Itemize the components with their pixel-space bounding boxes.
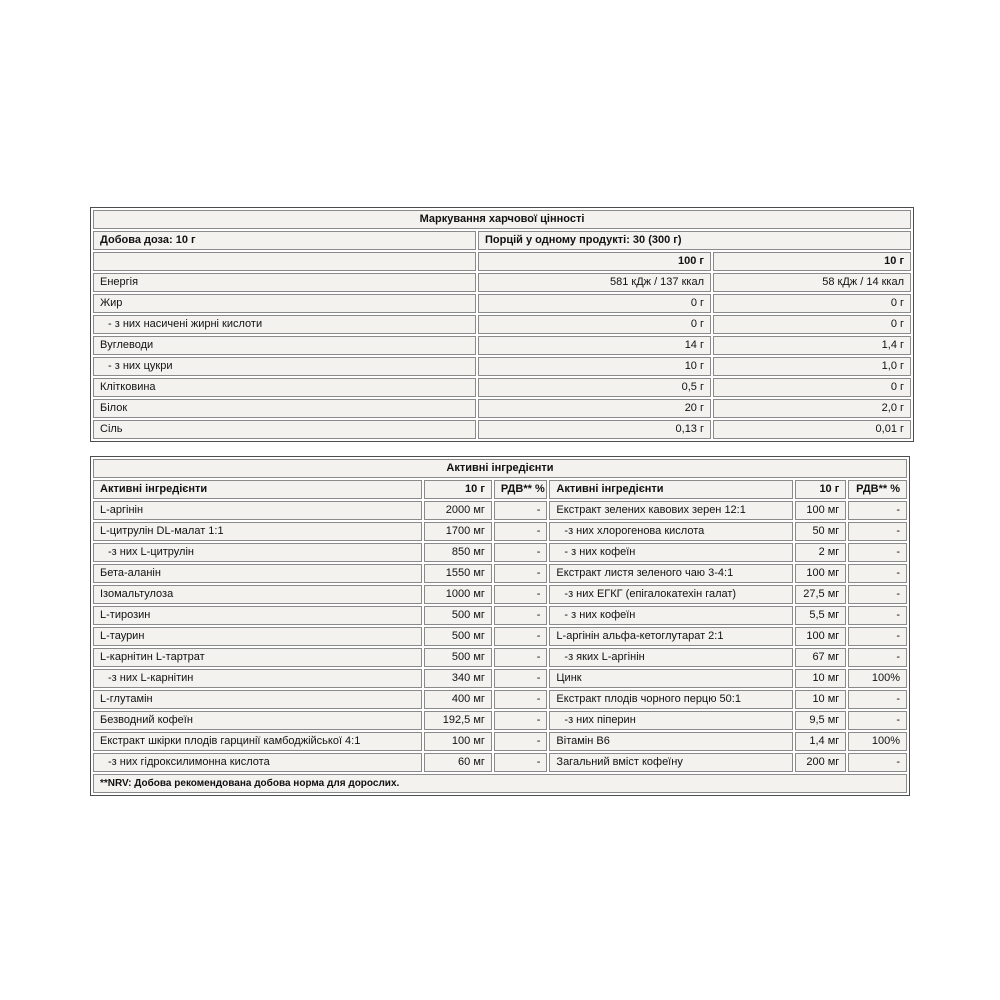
ingredient-row xyxy=(93,627,907,646)
ingredient-name: Цинк xyxy=(549,669,792,688)
ingredient-amount: 50 мг xyxy=(795,522,847,541)
ingredient-name: L-аргінін xyxy=(93,501,422,520)
active-ingredients-table xyxy=(90,456,910,796)
ingredients-col-header-amount-left: 10 г xyxy=(424,480,492,499)
value-per-10g: 2,0 г xyxy=(713,399,911,418)
ingredient-name: -з них L-карнітин xyxy=(93,669,422,688)
nutrient-label: Вуглеводи xyxy=(93,336,476,355)
nutrition-row xyxy=(93,294,911,313)
ingredient-rdv: - xyxy=(848,501,907,520)
ingredient-amount: 1000 мг xyxy=(424,585,492,604)
nutrient-label: Енергія xyxy=(93,273,476,292)
ingredient-rdv: - xyxy=(848,690,907,709)
ingredient-rdv: - xyxy=(848,648,907,667)
ingredient-rdv: - xyxy=(494,606,548,625)
ingredient-amount: 67 мг xyxy=(795,648,847,667)
value-per-100g: 14 г xyxy=(478,336,711,355)
ingredient-amount: 500 мг xyxy=(424,627,492,646)
ingredient-name: Екстракт шкірки плодів гарцинії камбоджійської 4:1 xyxy=(93,732,422,751)
ingredient-name: L-тирозин xyxy=(93,606,422,625)
ingredient-name: L-аргінін альфа-кетоглутарат 2:1 xyxy=(549,627,792,646)
ingredient-name: - з них кофеїн xyxy=(549,606,792,625)
ingredient-row xyxy=(93,564,907,583)
ingredients-col-header-name-right: Активні інгредієнти xyxy=(549,480,792,499)
ingredient-rdv: - xyxy=(848,522,907,541)
ingredient-row xyxy=(93,753,907,772)
ingredients-col-header-amount-right: 10 г xyxy=(795,480,847,499)
ingredient-rdv: - xyxy=(494,585,548,604)
ingredient-name: - з них кофеїн xyxy=(549,543,792,562)
ingredient-amount: 9,5 мг xyxy=(795,711,847,730)
ingredient-rdv: - xyxy=(848,543,907,562)
ingredient-row xyxy=(93,669,907,688)
value-per-100g: 0 г xyxy=(478,294,711,313)
value-per-100g: 0 г xyxy=(478,315,711,334)
ingredient-amount: 192,5 мг xyxy=(424,711,492,730)
ingredient-rdv: - xyxy=(494,648,548,667)
nutrition-facts-table xyxy=(90,207,914,442)
ingredient-amount: 500 мг xyxy=(424,606,492,625)
ingredient-amount: 340 мг xyxy=(424,669,492,688)
footnote-row xyxy=(93,774,907,793)
ingredient-amount: 100 мг xyxy=(795,564,847,583)
ingredient-name: -з яких L-аргінін xyxy=(549,648,792,667)
empty-header-cell xyxy=(93,252,476,271)
ingredient-amount: 2000 мг xyxy=(424,501,492,520)
ingredient-rdv: - xyxy=(494,522,548,541)
ingredient-rdv: - xyxy=(848,585,907,604)
ingredient-amount: 400 мг xyxy=(424,690,492,709)
ingredient-row xyxy=(93,690,907,709)
col-header-10g: 10 г xyxy=(713,252,911,271)
value-per-10g: 0 г xyxy=(713,315,911,334)
ingredient-name: -з них ЕГКГ (епігалокатехін галат) xyxy=(549,585,792,604)
col-header-100g: 100 г xyxy=(478,252,711,271)
nutrient-label: - з них цукри xyxy=(93,357,476,376)
ingredient-amount: 1550 мг xyxy=(424,564,492,583)
ingredient-row xyxy=(93,732,907,751)
ingredient-row xyxy=(93,522,907,541)
nutrition-row xyxy=(93,420,911,439)
nutrition-header-row xyxy=(93,252,911,271)
ingredient-name: Ізомальтулоза xyxy=(93,585,422,604)
ingredient-amount: 10 мг xyxy=(795,690,847,709)
ingredient-amount: 100 мг xyxy=(795,627,847,646)
ingredients-col-header-name-left: Активні інгредієнти xyxy=(93,480,422,499)
ingredient-row xyxy=(93,606,907,625)
ingredient-name: -з них гідроксилимонна кислота xyxy=(93,753,422,772)
ingredient-name: -з них L-цитрулін xyxy=(93,543,422,562)
ingredient-name: Вітамін В6 xyxy=(549,732,792,751)
ingredient-name: L-карнітин L-тартрат xyxy=(93,648,422,667)
ingredient-amount: 10 мг xyxy=(795,669,847,688)
label-content xyxy=(90,207,910,796)
ingredient-amount: 5,5 мг xyxy=(795,606,847,625)
ingredient-amount: 100 мг xyxy=(424,732,492,751)
value-per-10g: 0,01 г xyxy=(713,420,911,439)
ingredient-rdv: 100% xyxy=(848,732,907,751)
nutrition-row xyxy=(93,357,911,376)
ingredient-rdv: - xyxy=(848,753,907,772)
ingredient-name: L-таурин xyxy=(93,627,422,646)
ingredient-rdv: - xyxy=(494,501,548,520)
ingredient-amount: 1700 мг xyxy=(424,522,492,541)
ingredient-rdv: - xyxy=(494,669,548,688)
ingredients-col-header-rdv-right: РДВ** % xyxy=(848,480,907,499)
value-per-100g: 20 г xyxy=(478,399,711,418)
ingredient-amount: 27,5 мг xyxy=(795,585,847,604)
ingredient-rdv: - xyxy=(494,564,548,583)
footnote: **NRV: Добова рекомендована добова норма для дорослих. xyxy=(93,774,907,793)
nutrition-row xyxy=(93,399,911,418)
value-per-10g: 0 г xyxy=(713,378,911,397)
ingredient-name: L-глутамін xyxy=(93,690,422,709)
ingredient-name: Загальний вміст кофеїну xyxy=(549,753,792,772)
nutrition-row xyxy=(93,273,911,292)
ingredient-name: -з них піперин xyxy=(549,711,792,730)
ingredient-rdv: - xyxy=(494,627,548,646)
ingredient-name: Бета-аланін xyxy=(93,564,422,583)
ingredient-amount: 200 мг xyxy=(795,753,847,772)
ingredient-name: L-цитрулін DL-малат 1:1 xyxy=(93,522,422,541)
nutrient-label: Сіль xyxy=(93,420,476,439)
ingredient-name: Екстракт плодів чорного перцю 50:1 xyxy=(549,690,792,709)
nutrition-row xyxy=(93,336,911,355)
ingredient-row xyxy=(93,648,907,667)
ingredient-rdv: - xyxy=(494,711,548,730)
value-per-100g: 0,13 г xyxy=(478,420,711,439)
ingredient-row xyxy=(93,501,907,520)
ingredient-row xyxy=(93,711,907,730)
nutrition-title-row xyxy=(93,210,911,229)
value-per-10g: 58 кДж / 14 ккал xyxy=(713,273,911,292)
ingredient-amount: 2 мг xyxy=(795,543,847,562)
ingredient-name: Екстракт зелених кавових зерен 12:1 xyxy=(549,501,792,520)
ingredient-rdv: - xyxy=(848,606,907,625)
value-per-10g: 1,4 г xyxy=(713,336,911,355)
value-per-100g: 0,5 г xyxy=(478,378,711,397)
ingredient-rdv: - xyxy=(494,732,548,751)
ingredient-rdv: - xyxy=(494,753,548,772)
nutrition-row xyxy=(93,315,911,334)
ingredient-rdv: - xyxy=(848,627,907,646)
dose-row xyxy=(93,231,911,250)
value-per-100g: 581 кДж / 137 ккал xyxy=(478,273,711,292)
nutrition-row xyxy=(93,378,911,397)
ingredients-table-title: Активні інгредієнти xyxy=(93,459,907,478)
value-per-100g: 10 г xyxy=(478,357,711,376)
ingredient-amount: 60 мг xyxy=(424,753,492,772)
nutrient-label: Клітковина xyxy=(93,378,476,397)
ingredients-header-row xyxy=(93,480,907,499)
nutrient-label: Жир xyxy=(93,294,476,313)
nutrient-label: - з них насичені жирні кислоти xyxy=(93,315,476,334)
ingredient-name: Екстракт листя зеленого чаю 3-4:1 xyxy=(549,564,792,583)
ingredient-name: -з них хлорогенова кислота xyxy=(549,522,792,541)
value-per-10g: 1,0 г xyxy=(713,357,911,376)
value-per-10g: 0 г xyxy=(713,294,911,313)
ingredient-amount: 850 мг xyxy=(424,543,492,562)
ingredient-rdv: - xyxy=(848,564,907,583)
ingredient-rdv: - xyxy=(494,690,548,709)
ingredient-row xyxy=(93,543,907,562)
ingredient-rdv: - xyxy=(494,543,548,562)
ingredient-amount: 500 мг xyxy=(424,648,492,667)
ingredient-rdv: - xyxy=(848,711,907,730)
nutrient-label: Білок xyxy=(93,399,476,418)
servings-label: Порцій у одному продукті: 30 (300 г) xyxy=(478,231,911,250)
nutrition-table-title: Маркування харчової цінності xyxy=(93,210,911,229)
ingredient-rdv: 100% xyxy=(848,669,907,688)
ingredient-name: Безводний кофеїн xyxy=(93,711,422,730)
ingredient-amount: 100 мг xyxy=(795,501,847,520)
ingredient-amount: 1,4 мг xyxy=(795,732,847,751)
ingredients-title-row xyxy=(93,459,907,478)
daily-dose-label: Добова доза: 10 г xyxy=(93,231,476,250)
ingredients-col-header-rdv-left: РДВ** % xyxy=(494,480,548,499)
ingredient-row xyxy=(93,585,907,604)
